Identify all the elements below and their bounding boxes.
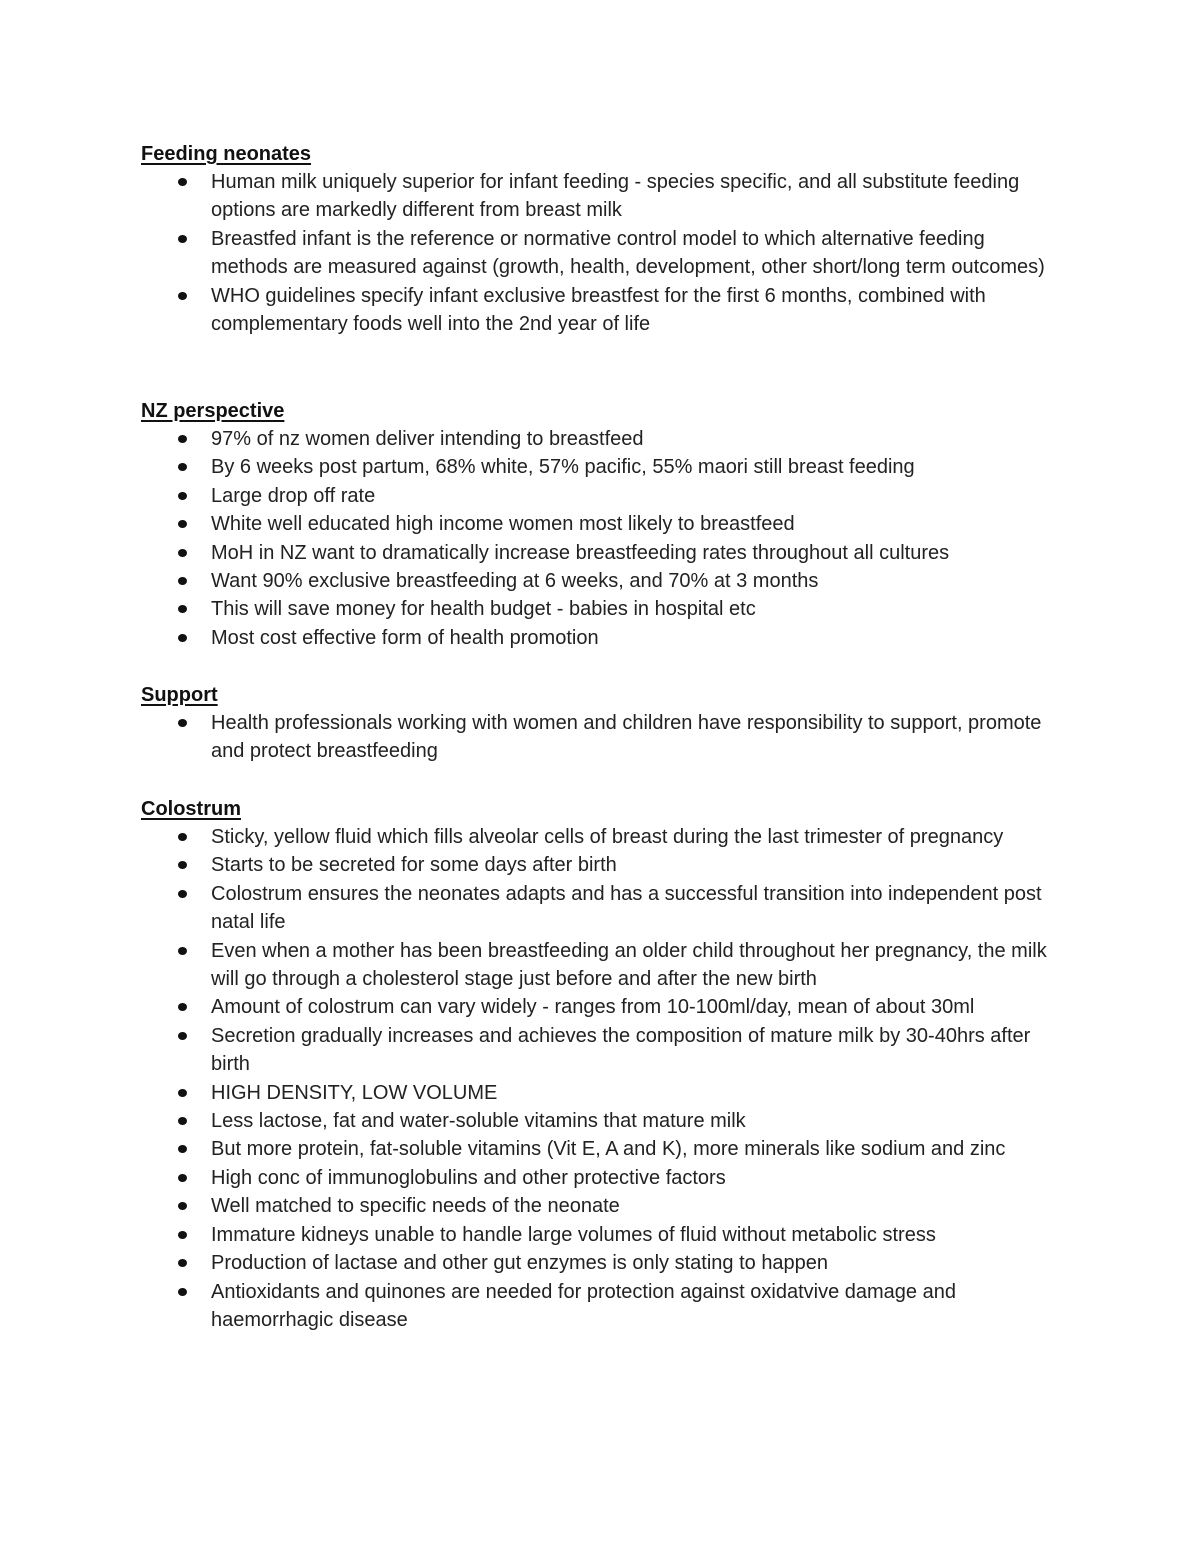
list-item-text: Less lactose, fat and water-soluble vitamins that mature milk: [211, 1110, 746, 1133]
list-item-text: This will save money for health budget - babies in hospital etc: [211, 598, 756, 621]
bullet-icon: [178, 492, 187, 500]
bullet-list: [141, 709, 1061, 766]
bullet-icon: [178, 1089, 187, 1097]
list-item-text: HIGH DENSITY, LOW VOLUME: [211, 1081, 498, 1104]
bullet-icon: [178, 833, 187, 841]
list-item: [141, 823, 1061, 851]
bullet-icon: [178, 1032, 187, 1040]
list-item-text: White well educated high income women most likely to breastfeed: [211, 513, 795, 536]
list-item: [141, 1221, 1061, 1249]
bullet-icon: [178, 1259, 187, 1267]
list-item-text: Well matched to specific needs of the neonate: [211, 1195, 620, 1218]
bullet-list: [141, 168, 1061, 338]
list-item-text: WHO guidelines specify infant exclusive breastfest for the first 6 months, combined with complementary foods well into the 2nd year of life: [211, 284, 986, 336]
list-item: [141, 225, 1061, 282]
list-item: [141, 937, 1061, 994]
list-item-text: Secretion gradually increases and achieves the composition of mature milk by 30-40hrs after birth: [211, 1024, 1031, 1076]
list-item: [141, 624, 1061, 652]
bullet-icon: [178, 292, 187, 300]
list-item: [141, 539, 1061, 567]
section-support: [141, 681, 1061, 766]
list-item-text: Health professionals working with women and children have responsibility to support, promote and protect breastfeeding: [211, 712, 1042, 763]
list-item: [141, 993, 1061, 1021]
list-item: [141, 425, 1061, 453]
list-item: [141, 1022, 1061, 1079]
list-item-text: Breastfed infant is the reference or normative control model to which alternative feeding methods are measured against (growth, health, development, other short/long term outcomes): [211, 227, 1045, 279]
list-item-text: Most cost effective form of health promotion: [211, 626, 599, 649]
bullet-icon: [178, 861, 187, 869]
list-item: [141, 282, 1061, 339]
list-item-text: Human milk uniquely superior for infant feeding - species specific, and all substitute feeding options are markedly different from breast milk: [211, 171, 1020, 222]
list-item: [141, 453, 1061, 481]
bullet-icon: [178, 947, 187, 955]
bullet-icon: [178, 719, 187, 727]
section-feeding-neonates: [141, 140, 1061, 338]
section-heading: Feeding neonates: [141, 143, 312, 165]
bullet-icon: [178, 1202, 187, 1210]
bullet-icon: [178, 520, 187, 528]
list-item-text: 97% of nz women deliver intending to breastfeed: [211, 428, 644, 450]
bullet-icon: [178, 577, 187, 585]
bullet-icon: [178, 235, 187, 243]
bullet-list: [141, 425, 1061, 652]
section-colostrum: [141, 795, 1061, 1334]
list-item-text: By 6 weeks post partum, 68% white, 57% pacific, 55% maori still breast feeding: [211, 456, 915, 479]
section-nz-perspective: [141, 397, 1061, 652]
bullet-list: [141, 823, 1061, 1334]
list-item-text: Amount of colostrum can vary widely - ranges from 10-100ml/day, mean of about 30ml: [211, 996, 975, 1019]
list-item: [141, 595, 1061, 623]
bullet-icon: [178, 1288, 187, 1296]
bullet-icon: [178, 549, 187, 557]
list-item: [141, 510, 1061, 538]
section-heading: NZ perspective: [141, 400, 285, 422]
section-heading: Colostrum: [141, 798, 241, 820]
list-item-text: MoH in NZ want to dramatically increase breastfeeding rates throughout all cultures: [211, 541, 950, 564]
bullet-icon: [178, 1231, 187, 1239]
list-item: [141, 880, 1061, 937]
list-item: [141, 709, 1061, 766]
list-item: [141, 567, 1061, 595]
bullet-icon: [178, 890, 187, 898]
list-item: [141, 1278, 1061, 1335]
list-item-text: Want 90% exclusive breastfeeding at 6 weeks, and 70% at 3 months: [211, 570, 819, 593]
list-item-text: Even when a mother has been breastfeeding an older child throughout her pregnancy, the milk will go through a cholesterol stage just before and after the new birth: [211, 939, 1047, 991]
list-item: [141, 851, 1061, 879]
list-item: [141, 1192, 1061, 1220]
bullet-icon: [178, 1145, 187, 1153]
list-item: [141, 1107, 1061, 1135]
bullet-icon: [178, 605, 187, 613]
bullet-icon: [178, 1117, 187, 1125]
list-item-text: Starts to be secreted for some days after birth: [211, 854, 617, 877]
bullet-icon: [178, 634, 187, 642]
list-item-text: But more protein, fat-soluble vitamins (Vit E, A and K), more minerals like sodium and zinc: [211, 1138, 1006, 1161]
list-item-text: Sticky, yellow fluid which fills alveolar cells of breast during the last trimester of pregnancy: [211, 826, 1004, 848]
list-item-text: Colostrum ensures the neonates adapts and has a successful transition into independent post natal life: [211, 882, 1042, 934]
list-item: [141, 1135, 1061, 1163]
bullet-icon: [178, 1174, 187, 1182]
bullet-icon: [178, 463, 187, 471]
bullet-icon: [178, 1003, 187, 1011]
list-item-text: High conc of immunoglobulins and other protective factors: [211, 1166, 726, 1189]
list-item-text: Production of lactase and other gut enzymes is only stating to happen: [211, 1252, 829, 1275]
list-item: [141, 1079, 1061, 1107]
section-heading: Support: [141, 684, 218, 706]
list-item: [141, 1164, 1061, 1192]
list-item: [141, 168, 1061, 225]
list-item: [141, 1249, 1061, 1277]
bullet-icon: [178, 178, 187, 186]
list-item-text: Immature kidneys unable to handle large volumes of fluid without metabolic stress: [211, 1223, 936, 1246]
bullet-icon: [178, 435, 187, 443]
list-item-text: Antioxidants and quinones are needed for protection against oxidatvive damage and haemorrhagic disease: [211, 1280, 956, 1331]
list-item-text: Large drop off rate: [211, 484, 376, 507]
list-item: [141, 482, 1061, 510]
